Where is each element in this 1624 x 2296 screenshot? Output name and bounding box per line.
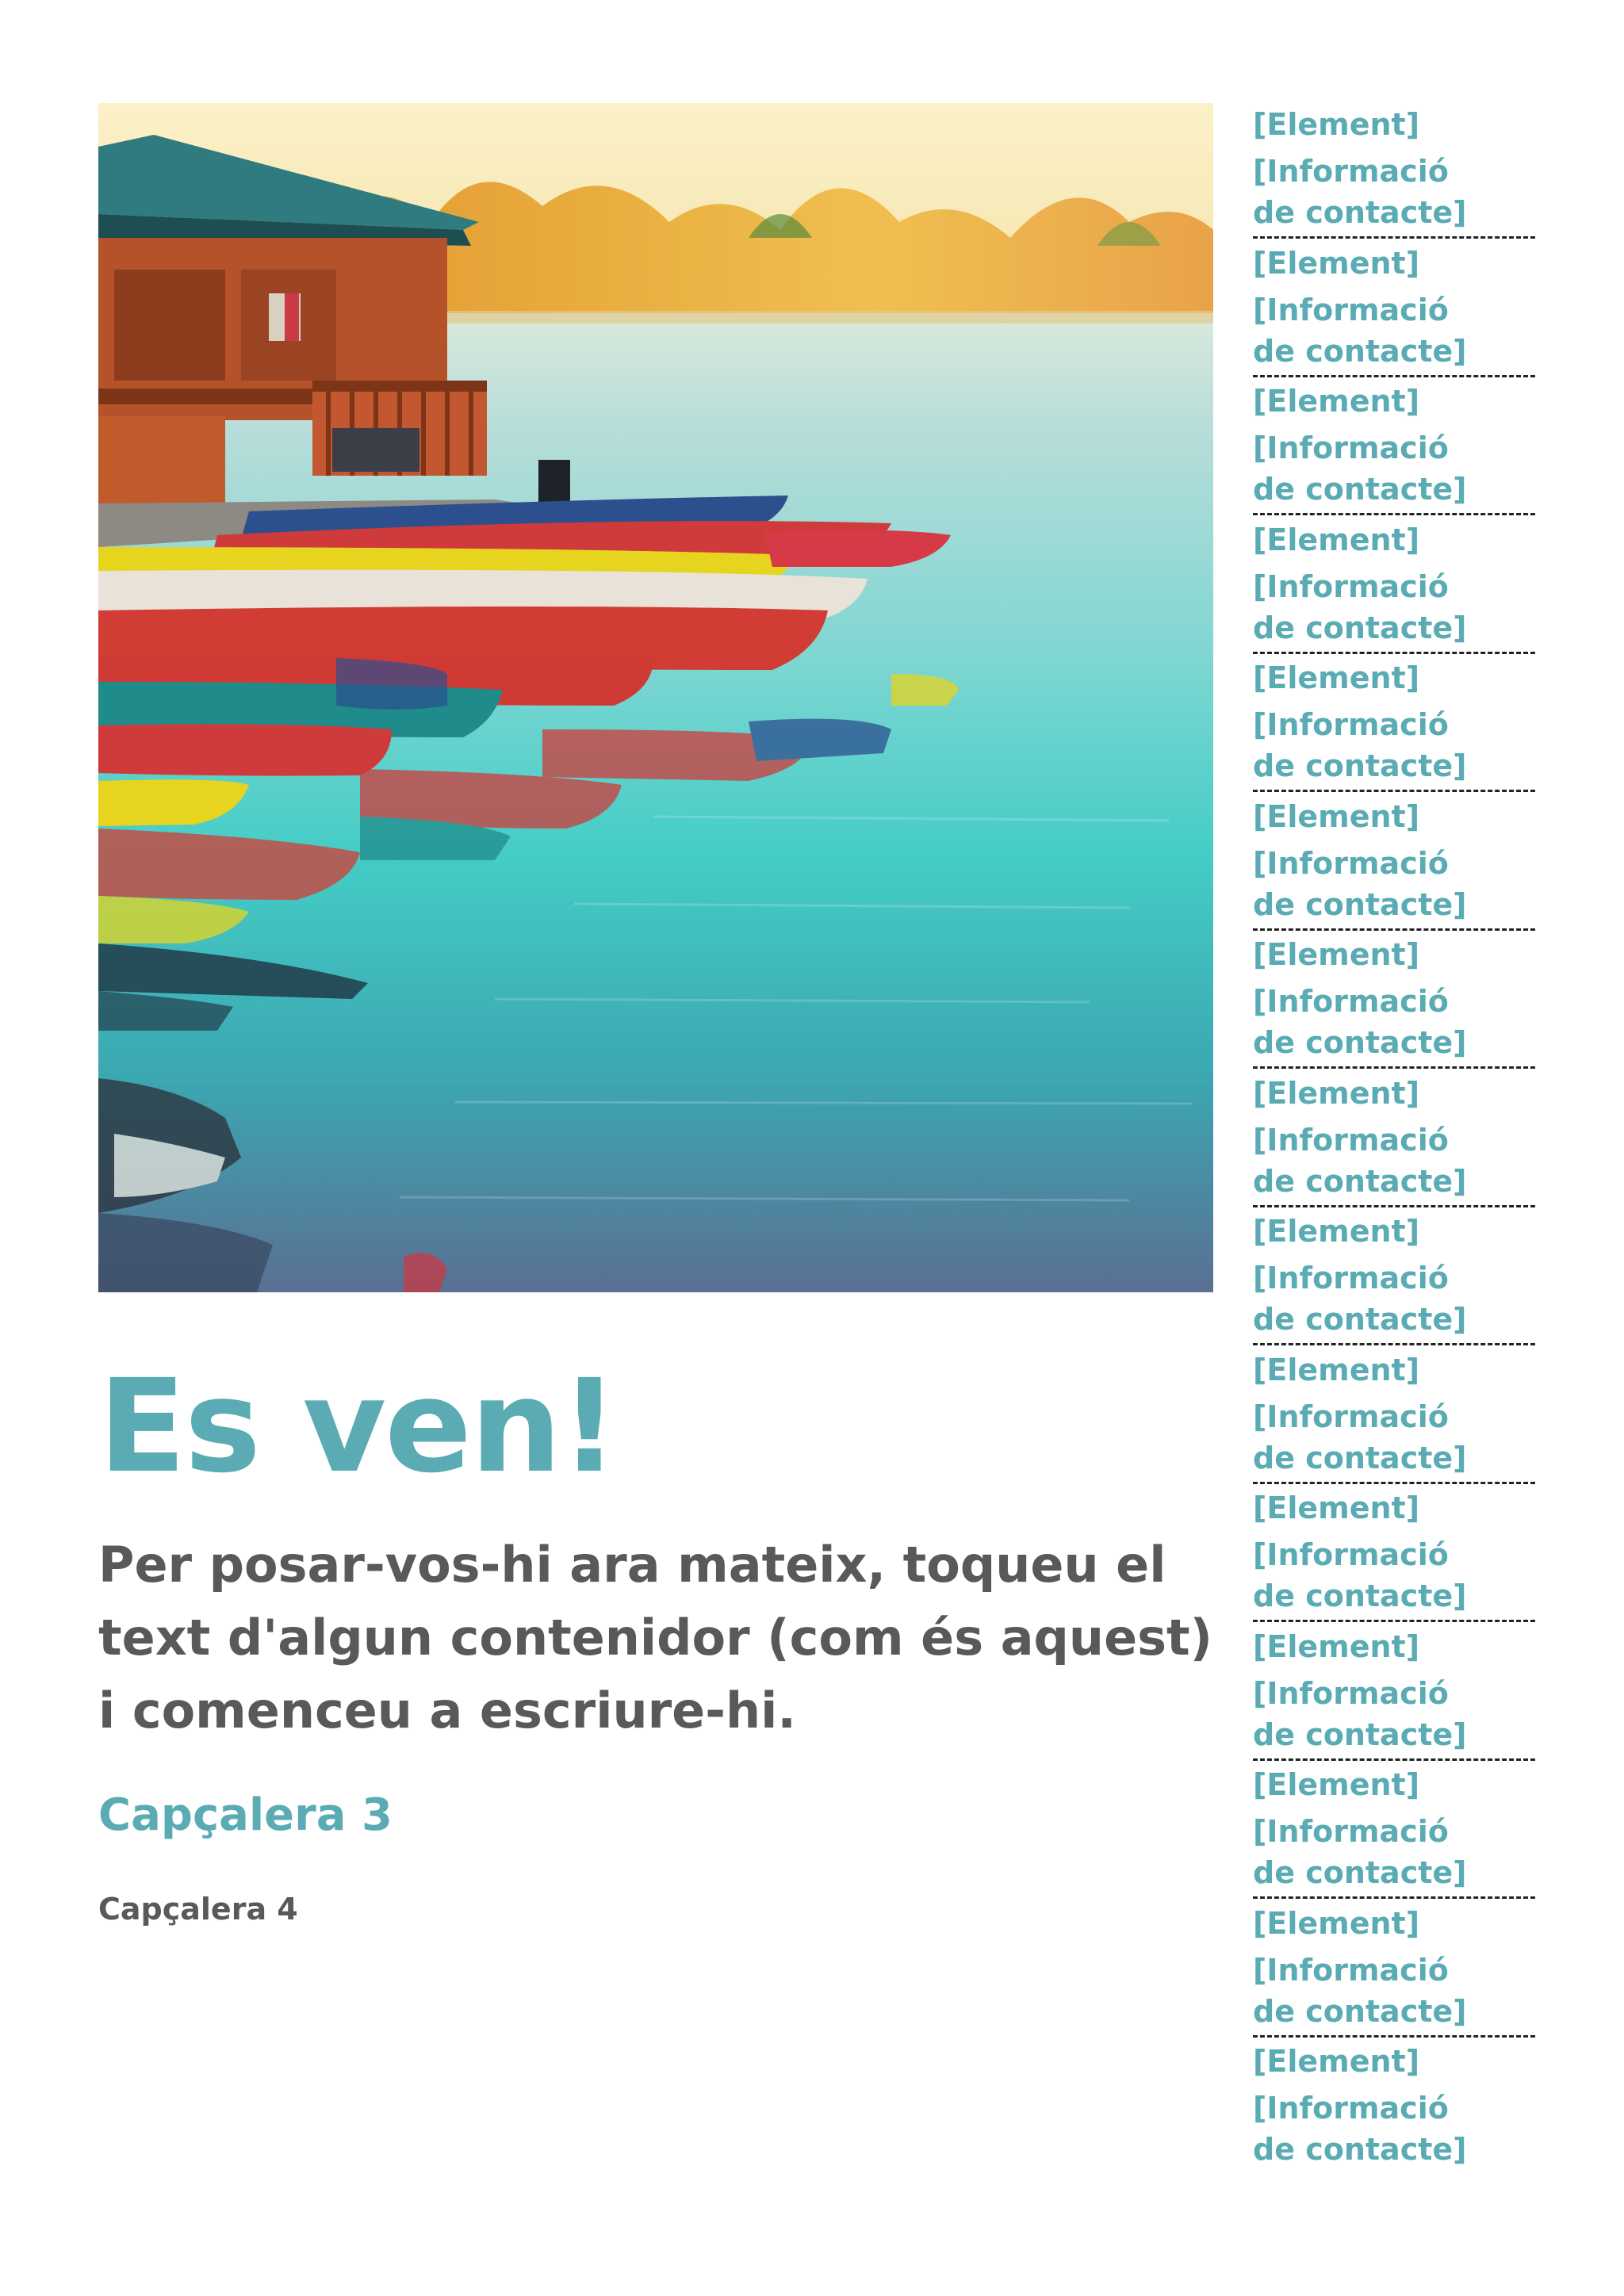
entry-contact-text[interactable]: [Informació de contacte] [1253, 1399, 1467, 1475]
sidebar-entry-7 [1253, 932, 1538, 1070]
entry-item-text[interactable]: [Element] [1253, 384, 1420, 419]
dashed-divider [1253, 1758, 1535, 1761]
entry-item-text[interactable]: [Element] [1253, 937, 1420, 972]
dashed-divider [1253, 1482, 1535, 1484]
entry-item-text[interactable]: [Element] [1253, 1075, 1420, 1111]
dashed-divider [1253, 652, 1535, 654]
entry-contact-text[interactable]: [Informació de contacte] [1253, 2091, 1467, 2167]
entry-item-text[interactable]: [Element] [1253, 798, 1420, 834]
sidebar-entry-9 [1253, 1208, 1538, 1347]
entry-contact-text[interactable]: [Informació de contacte] [1253, 845, 1467, 922]
entry-contact-text[interactable]: [Informació de contacte] [1253, 154, 1467, 230]
dashed-divider [1253, 1343, 1535, 1345]
entry-item-text[interactable]: [Element] [1253, 1905, 1420, 1941]
entry-contact-text[interactable]: [Informació de contacte] [1253, 1814, 1467, 1890]
sidebar-entry-6 [1253, 794, 1538, 932]
entry-contact-text[interactable]: [Informació de contacte] [1253, 568, 1467, 645]
entry-item-text[interactable]: [Element] [1253, 522, 1420, 557]
entry-contact-text[interactable]: [Informació de contacte] [1253, 1952, 1467, 2029]
entry-contact-text[interactable]: [Informació de contacte] [1253, 292, 1467, 369]
entry-item-text[interactable]: [Element] [1253, 107, 1420, 142]
sidebar-entry-2 [1253, 240, 1538, 379]
sidebar-entry-1 [1253, 101, 1538, 240]
dashed-divider [1253, 236, 1535, 239]
entry-item-text[interactable]: [Element] [1253, 1352, 1420, 1387]
entry-item-text[interactable]: [Element] [1253, 2044, 1420, 2079]
entry-item-text[interactable]: [Element] [1253, 1628, 1420, 1664]
entry-item-text[interactable]: [Element] [1253, 1490, 1420, 1525]
dashed-divider [1253, 513, 1535, 515]
sidebar-entry-12 [1253, 1624, 1538, 1762]
entry-contact-text[interactable]: [Informació de contacte] [1253, 1537, 1467, 1613]
contact-sidebar [1253, 101, 1538, 2177]
dashed-divider [1253, 790, 1535, 792]
sidebar-entry-14 [1253, 1900, 1538, 2039]
heading-4[interactable]: Capçalera 4 [98, 1892, 298, 1927]
entry-item-text[interactable]: [Element] [1253, 1767, 1420, 1802]
sidebar-entry-5 [1253, 655, 1538, 794]
entry-contact-text[interactable]: [Informació de contacte] [1253, 707, 1467, 783]
sidebar-entry-15 [1253, 2038, 1538, 2177]
heading-3[interactable]: Capçalera 3 [98, 1789, 393, 1841]
entry-contact-text[interactable]: [Informació de contacte] [1253, 1261, 1467, 1337]
entry-contact-text[interactable]: [Informació de contacte] [1253, 1122, 1467, 1199]
sidebar-entry-13 [1253, 1762, 1538, 1900]
dashed-divider [1253, 2035, 1535, 2038]
dashed-divider [1253, 1620, 1535, 1622]
sidebar-entry-10 [1253, 1347, 1538, 1486]
entry-item-text[interactable]: [Element] [1253, 1214, 1420, 1249]
dashed-divider [1253, 1066, 1535, 1069]
headline[interactable]: Es ven! [98, 1353, 618, 1502]
entry-contact-text[interactable]: [Informació de contacte] [1253, 1675, 1467, 1752]
dashed-divider [1253, 1205, 1535, 1207]
hero-photo [98, 103, 1213, 1292]
entry-item-text[interactable]: [Element] [1253, 245, 1420, 281]
dashed-divider [1253, 375, 1535, 377]
body-text[interactable]: Per posar-vos-hi ara mateix, toqueu el text d'algun contenidor (com és aquest) i comenceu a escriure-hi. [98, 1536, 1212, 1739]
dashed-divider [1253, 1896, 1535, 1899]
sidebar-entry-8 [1253, 1070, 1538, 1209]
entry-contact-text[interactable]: [Informació de contacte] [1253, 430, 1467, 507]
sidebar-entry-4 [1253, 517, 1538, 656]
entry-item-text[interactable]: [Element] [1253, 660, 1420, 695]
dashed-divider [1253, 928, 1535, 931]
sidebar-entry-3 [1253, 378, 1538, 517]
sidebar-entry-11 [1253, 1485, 1538, 1624]
entry-contact-text[interactable]: [Informació de contacte] [1253, 984, 1467, 1060]
